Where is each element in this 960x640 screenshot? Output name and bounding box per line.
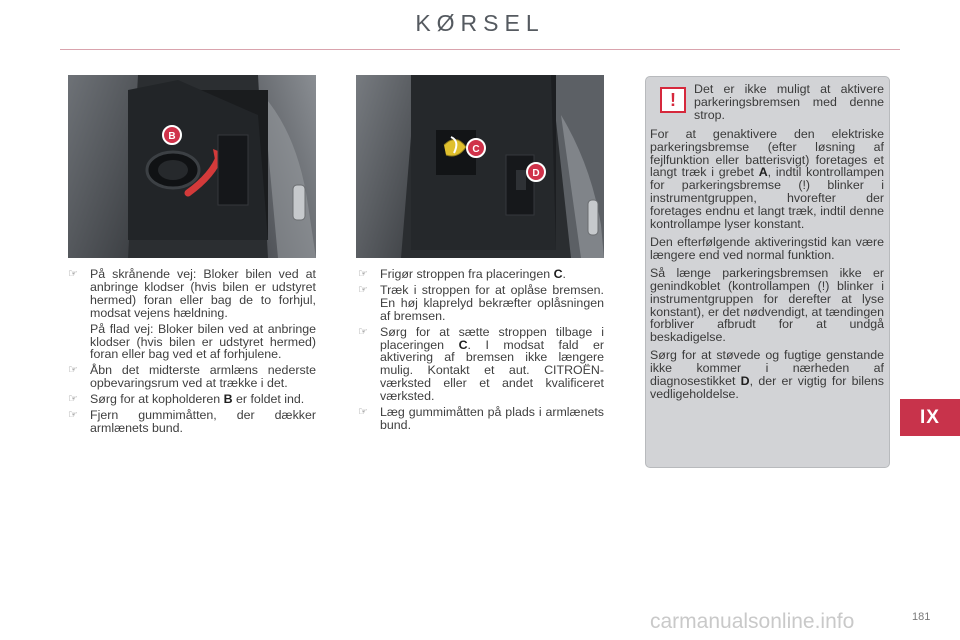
page-number: 181: [912, 611, 931, 623]
armrest-illustration: [68, 75, 316, 258]
pointer-icon: ☞: [358, 325, 368, 338]
pointer-icon: ☞: [68, 364, 78, 377]
pointer-icon: ☞: [68, 409, 78, 422]
list-item: ☞ Åbn det midterste armlæns nederste opbevaringsrum ved at trække i det.: [68, 363, 316, 391]
armrest-photo-left: [68, 75, 316, 258]
watermark: carmanualsonline.info: [650, 610, 855, 633]
marker-c-label: C: [472, 144, 480, 155]
chapter-tab[interactable]: IX: [900, 399, 960, 436]
warning-intro: Det er ikke muligt at aktivere parkeringsbremsen med denne strop.: [694, 82, 884, 122]
list-item: ☞ Fjern gummimåtten, der dækker armlænets bund.: [68, 408, 316, 435]
pointer-icon: ☞: [68, 393, 78, 406]
armrest-photo-right: [356, 75, 604, 258]
warning-icon: !: [660, 87, 686, 113]
list-item: ☞ Træk i stroppen for at oplåse bremsen. En høj klaprelyd bekræfter oplåsningen af bremsen.: [358, 282, 604, 323]
warning-paragraph: Så længe parkeringsbremsen ikke er genindkoblet (kontrollampen (!) blinker i instrumentgruppen for derefter at lyse konstant), er det nødvendigt, at tændingen forbliver afbrudt for at undgå beskadigelse.: [650, 265, 884, 345]
strap-illustration: [356, 75, 604, 258]
marker-d-label: D: [532, 168, 540, 179]
warning-box: [645, 76, 890, 468]
page-title: KØRSEL: [415, 10, 545, 36]
instructions-column-left: [68, 268, 316, 438]
warning-paragraph: Sørg for at støvede og fugtige genstande ikke kommer i nærheden af diagnosestikket D, der er vigtig for bilens vedligeholdelse.: [650, 348, 885, 401]
list-item: ☞ Læg gummimåtten på plads i armlænets bund.: [358, 405, 604, 432]
marker-b-label: B: [168, 131, 176, 142]
list-item: ☞ Sørg for at kopholderen B er foldet ind.: [68, 392, 305, 407]
warning-paragraph: Den efterfølgende aktiveringstid kan være længere end ved normal funktion.: [650, 234, 884, 262]
pointer-icon: ☞: [358, 268, 368, 280]
list-item: ☞ Frigør stroppen fra placeringen C.: [358, 267, 566, 281]
pointer-icon: ☞: [358, 406, 368, 419]
list-item: ☞ På skrånende vej: Bloker bilen ved at anbringe klodser (hvis bilen er udstyret hermed) foran eller bag de to forhjul, modsat vejens hældning. På flad vej: Bloker bilen ved at anbringe klodser (hvis bilen er udstyret hermed) foran eller bag ved et af forhjulene.: [68, 267, 316, 362]
warning-paragraph: For at genaktivere den elektriske parkeringsbremse (efter løsning af fejlfunktion eller batterisvigt) foretages et langt træk i grebet A, indtil kontrollampen for parkeringsbremse (!) blinker i instrumentgruppen, hvorefter der foretages endnu et langt træk, indtil denne kontrollampe lyser konstant.: [650, 126, 884, 232]
pointer-icon: ☞: [68, 268, 78, 280]
instructions-column-middle: [358, 268, 604, 435]
list-item: ☞ Sørg for at sætte stroppen tilbage i placeringen C. I modsat fald er aktivering af bremsen ikke længere mulig. Kontakt et aut. CITROËN-værksted eller et andet kvalificeret værksted.: [358, 324, 604, 404]
title-divider: [60, 49, 900, 50]
pointer-icon: ☞: [358, 283, 368, 296]
